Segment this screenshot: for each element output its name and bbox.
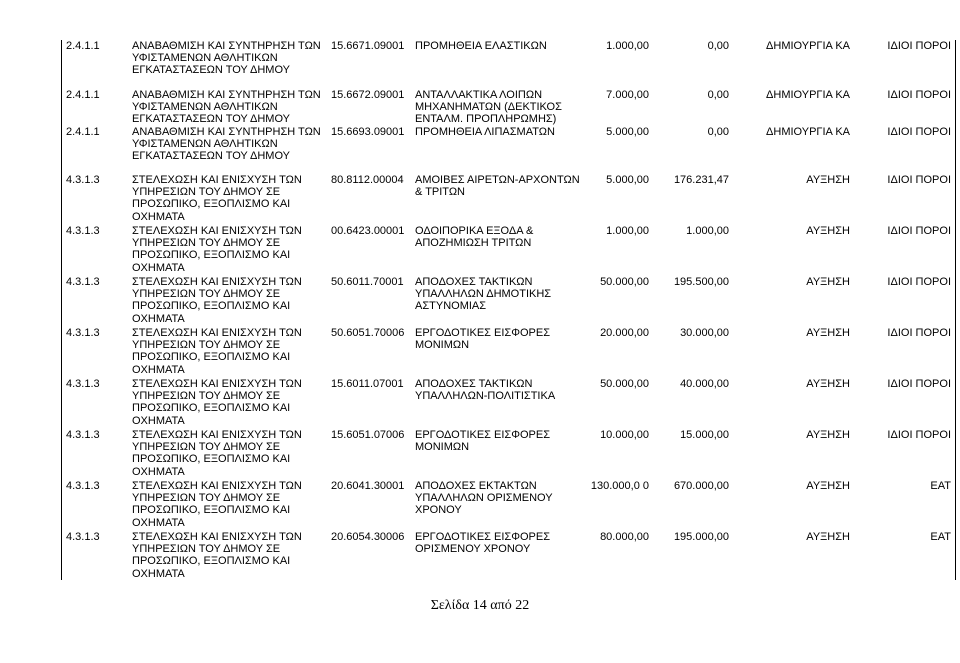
row-code: 4.3.1.3 <box>66 480 100 492</box>
row-amount-2: 195.500,00 <box>673 276 729 288</box>
row-account-description: ΑΝΤΑΛΛΑΚΤΙΚΑ ΛΟΙΠΩΝ ΜΗΧΑΝΗΜΑΤΩΝ (ΔΕΚΤΙΚΟΣ ΕΝΤΑΛΜ. ΠΡΟΠΛΗΡΩΜΗΣ) <box>415 89 562 126</box>
row-description: ΣΤΕΛΕΧΩΣΗ ΚΑΙ ΕΝΙΣΧΥΣΗ ΤΩΝ ΥΠΗΡΕΣΙΩΝ ΤΟΥ ΔΗΜΟΥ ΣΕ ΠΡΟΣΩΠΙΚΟ, ΕΞΟΠΛΙΣΜΟ ΚΑΙ ΟΧΗΜΑΤΑ <box>132 174 302 223</box>
row-code: 2.4.1.1 <box>66 126 100 138</box>
row-account-code: 15.6672.09001 <box>331 89 405 101</box>
row-account-description: ΕΡΓΟΔΟΤΙΚΕΣ ΕΙΣΦΟΡΕΣ ΜΟΝΙΜΩΝ <box>415 327 551 352</box>
row-amount-2: 176.231,47 <box>673 174 729 186</box>
row-account-description: ΠΡΟΜΗΘΕΙΑ ΕΛΑΣΤΙΚΩΝ <box>415 40 547 52</box>
row-amount-1: 80.000,00 <box>600 531 649 543</box>
row-change-type: ΑΥΞΗΣΗ <box>806 480 850 492</box>
row-code: 4.3.1.3 <box>66 378 100 390</box>
row-amount-1: 20.000,00 <box>600 327 649 339</box>
page-number: Σελίδα 14 από 22 <box>430 598 530 613</box>
row-change-type: ΑΥΞΗΣΗ <box>806 378 850 390</box>
row-funding-source: ΙΔΙΟΙ ΠΟΡΟΙ <box>887 327 951 339</box>
row-amount-1: 5.000,00 <box>606 174 649 186</box>
row-account-code: 15.6671.09001 <box>331 40 405 52</box>
row-account-code: 20.6041.30001 <box>331 480 405 492</box>
row-change-type: ΔΗΜΙΟΥΡΓΙΑ ΚΑ <box>766 126 850 138</box>
row-description: ΣΤΕΛΕΧΩΣΗ ΚΑΙ ΕΝΙΣΧΥΣΗ ΤΩΝ ΥΠΗΡΕΣΙΩΝ ΤΟΥ ΔΗΜΟΥ ΣΕ ΠΡΟΣΩΠΙΚΟ, ΕΞΟΠΛΙΣΜΟ ΚΑΙ ΟΧΗΜΑΤΑ <box>132 327 302 376</box>
row-funding-source: ΙΔΙΟΙ ΠΟΡΟΙ <box>887 225 951 237</box>
row-description: ΣΤΕΛΕΧΩΣΗ ΚΑΙ ΕΝΙΣΧΥΣΗ ΤΩΝ ΥΠΗΡΕΣΙΩΝ ΤΟΥ ΔΗΜΟΥ ΣΕ ΠΡΟΣΩΠΙΚΟ, ΕΞΟΠΛΙΣΜΟ ΚΑΙ ΟΧΗΜΑΤΑ <box>132 429 302 478</box>
row-code: 4.3.1.3 <box>66 531 100 543</box>
row-amount-1: 1.000,00 <box>606 225 649 237</box>
row-funding-source: ΙΔΙΟΙ ΠΟΡΟΙ <box>887 429 951 441</box>
row-account-code: 15.6693.09001 <box>331 126 405 138</box>
row-amount-2: 1.000,00 <box>686 225 729 237</box>
row-change-type: ΑΥΞΗΣΗ <box>806 225 850 237</box>
row-description: ΣΤΕΛΕΧΩΣΗ ΚΑΙ ΕΝΙΣΧΥΣΗ ΤΩΝ ΥΠΗΡΕΣΙΩΝ ΤΟΥ ΔΗΜΟΥ ΣΕ ΠΡΟΣΩΠΙΚΟ, ΕΞΟΠΛΙΣΜΟ ΚΑΙ ΟΧΗΜΑΤΑ <box>132 378 302 427</box>
row-change-type: ΑΥΞΗΣΗ <box>806 327 850 339</box>
row-account-description: ΑΜΟΙΒΕΣ ΑΙΡΕΤΩΝ-ΑΡΧΟΝΤΩΝ & ΤΡΙΤΩΝ <box>415 174 580 199</box>
row-account-code: 15.6051.07006 <box>331 429 405 441</box>
row-account-description: ΠΡΟΜΗΘΕΙΑ ΛΙΠΑΣΜΑΤΩΝ <box>415 126 555 138</box>
row-account-description: ΕΡΓΟΔΟΤΙΚΕΣ ΕΙΣΦΟΡΕΣ ΜΟΝΙΜΩΝ <box>415 429 551 454</box>
row-change-type: ΑΥΞΗΣΗ <box>806 276 850 288</box>
row-funding-source: ΙΔΙΟΙ ΠΟΡΟΙ <box>887 276 951 288</box>
row-account-description: ΑΠΟΔΟΧΕΣ ΤΑΚΤΙΚΩΝ ΥΠΑΛΛΗΛΩΝ-ΠΟΛΙΤΙΣΤΙΚΑ <box>415 378 556 403</box>
row-code: 2.4.1.1 <box>66 40 100 52</box>
row-funding-source: ΙΔΙΟΙ ΠΟΡΟΙ <box>887 174 951 186</box>
row-account-code: 80.8112.00004 <box>331 174 404 186</box>
row-funding-source: ΕΑΤ <box>930 531 951 543</box>
row-amount-2: 195.000,00 <box>673 531 729 543</box>
row-change-type: ΔΗΜΙΟΥΡΓΙΑ ΚΑ <box>766 89 850 101</box>
row-amount-2: 30.000,00 <box>680 327 729 339</box>
table-border-right <box>955 40 956 580</box>
row-amount-2: 670.000,00 <box>673 480 729 492</box>
row-description: ΑΝΑΒΑΘΜΙΣΗ ΚΑΙ ΣΥΝΤΗΡΗΣΗ ΤΩΝ ΥΦΙΣΤΑΜΕΝΩΝ ΑΘΛΗΤΙΚΩΝ ΕΓΚΑΤΑΣΤΑΣΕΩΝ ΤΟΥ ΔΗΜΟΥ <box>132 126 321 163</box>
row-change-type: ΑΥΞΗΣΗ <box>806 174 850 186</box>
row-code: 4.3.1.3 <box>66 225 100 237</box>
row-change-type: ΑΥΞΗΣΗ <box>806 429 850 441</box>
row-account-description: ΑΠΟΔΟΧΕΣ ΤΑΚΤΙΚΩΝ ΥΠΑΛΛΗΛΩΝ ΔΗΜΟΤΙΚΗΣ ΑΣΤΥΝΟΜΙΑΣ <box>415 276 552 313</box>
row-description: ΣΤΕΛΕΧΩΣΗ ΚΑΙ ΕΝΙΣΧΥΣΗ ΤΩΝ ΥΠΗΡΕΣΙΩΝ ΤΟΥ ΔΗΜΟΥ ΣΕ ΠΡΟΣΩΠΙΚΟ, ΕΞΟΠΛΙΣΜΟ ΚΑΙ ΟΧΗΜΑΤΑ <box>132 276 302 325</box>
row-change-type: ΔΗΜΙΟΥΡΓΙΑ ΚΑ <box>766 40 850 52</box>
row-funding-source: ΕΑΤ <box>930 480 951 492</box>
row-account-description: ΟΔΟΙΠΟΡΙΚΑ ΕΞΟΔΑ & ΑΠΟΖΗΜΙΩΣΗ ΤΡΙΤΩΝ <box>415 225 534 250</box>
row-code: 4.3.1.3 <box>66 174 100 186</box>
row-account-code: 50.6011.70001 <box>331 276 404 288</box>
row-description: ΣΤΕΛΕΧΩΣΗ ΚΑΙ ΕΝΙΣΧΥΣΗ ΤΩΝ ΥΠΗΡΕΣΙΩΝ ΤΟΥ ΔΗΜΟΥ ΣΕ ΠΡΟΣΩΠΙΚΟ, ΕΞΟΠΛΙΣΜΟ ΚΑΙ ΟΧΗΜΑΤΑ <box>132 225 302 274</box>
row-code: 4.3.1.3 <box>66 276 100 288</box>
row-description: ΑΝΑΒΑΘΜΙΣΗ ΚΑΙ ΣΥΝΤΗΡΗΣΗ ΤΩΝ ΥΦΙΣΤΑΜΕΝΩΝ ΑΘΛΗΤΙΚΩΝ ΕΓΚΑΤΑΣΤΑΣΕΩΝ ΤΟΥ ΔΗΜΟΥ <box>132 40 321 77</box>
row-account-code: 50.6051.70006 <box>331 327 405 339</box>
row-amount-2: 0,00 <box>707 89 729 101</box>
row-account-description: ΑΠΟΔΟΧΕΣ ΕΚΤΑΚΤΩΝ ΥΠΑΛΛΗΛΩΝ ΟΡΙΣΜΕΝΟΥ ΧΡΟΝΟΥ <box>415 480 553 517</box>
row-amount-2: 0,00 <box>707 126 729 138</box>
row-funding-source: ΙΔΙΟΙ ΠΟΡΟΙ <box>887 378 951 390</box>
row-change-type: ΑΥΞΗΣΗ <box>806 531 850 543</box>
row-funding-source: ΙΔΙΟΙ ΠΟΡΟΙ <box>887 89 951 101</box>
row-description: ΑΝΑΒΑΘΜΙΣΗ ΚΑΙ ΣΥΝΤΗΡΗΣΗ ΤΩΝ ΥΦΙΣΤΑΜΕΝΩΝ ΑΘΛΗΤΙΚΩΝ ΕΓΚΑΤΑΣΤΑΣΕΩΝ ΤΟΥ ΔΗΜΟΥ <box>132 89 321 126</box>
row-amount-1: 130.000,0 0 <box>590 480 649 492</box>
row-account-code: 00.6423.00001 <box>331 225 405 237</box>
row-code: 4.3.1.3 <box>66 327 100 339</box>
row-funding-source: ΙΔΙΟΙ ΠΟΡΟΙ <box>887 126 951 138</box>
row-amount-2: 15.000,00 <box>680 429 729 441</box>
row-amount-1: 1.000,00 <box>606 40 649 52</box>
row-description: ΣΤΕΛΕΧΩΣΗ ΚΑΙ ΕΝΙΣΧΥΣΗ ΤΩΝ ΥΠΗΡΕΣΙΩΝ ΤΟΥ ΔΗΜΟΥ ΣΕ ΠΡΟΣΩΠΙΚΟ, ΕΞΟΠΛΙΣΜΟ ΚΑΙ ΟΧΗΜΑΤΑ <box>132 531 302 580</box>
row-account-code: 20.6054.30006 <box>331 531 405 543</box>
row-amount-1: 10.000,00 <box>600 429 649 441</box>
row-description: ΣΤΕΛΕΧΩΣΗ ΚΑΙ ΕΝΙΣΧΥΣΗ ΤΩΝ ΥΠΗΡΕΣΙΩΝ ΤΟΥ ΔΗΜΟΥ ΣΕ ΠΡΟΣΩΠΙΚΟ, ΕΞΟΠΛΙΣΜΟ ΚΑΙ ΟΧΗΜΑΤΑ <box>132 480 302 529</box>
row-funding-source: ΙΔΙΟΙ ΠΟΡΟΙ <box>887 40 951 52</box>
table-border-left <box>61 40 62 580</box>
row-code: 2.4.1.1 <box>66 89 100 101</box>
row-amount-1: 50.000,00 <box>600 276 649 288</box>
row-amount-1: 50.000,00 <box>600 378 649 390</box>
row-account-code: 15.6011.07001 <box>331 378 404 390</box>
row-amount-1: 7.000,00 <box>606 89 649 101</box>
row-code: 4.3.1.3 <box>66 429 100 441</box>
row-account-description: ΕΡΓΟΔΟΤΙΚΕΣ ΕΙΣΦΟΡΕΣ ΟΡΙΣΜΕΝΟΥ ΧΡΟΝΟΥ <box>415 531 551 556</box>
row-amount-2: 40.000,00 <box>680 378 729 390</box>
row-amount-1: 5.000,00 <box>606 126 649 138</box>
row-amount-2: 0,00 <box>707 40 729 52</box>
